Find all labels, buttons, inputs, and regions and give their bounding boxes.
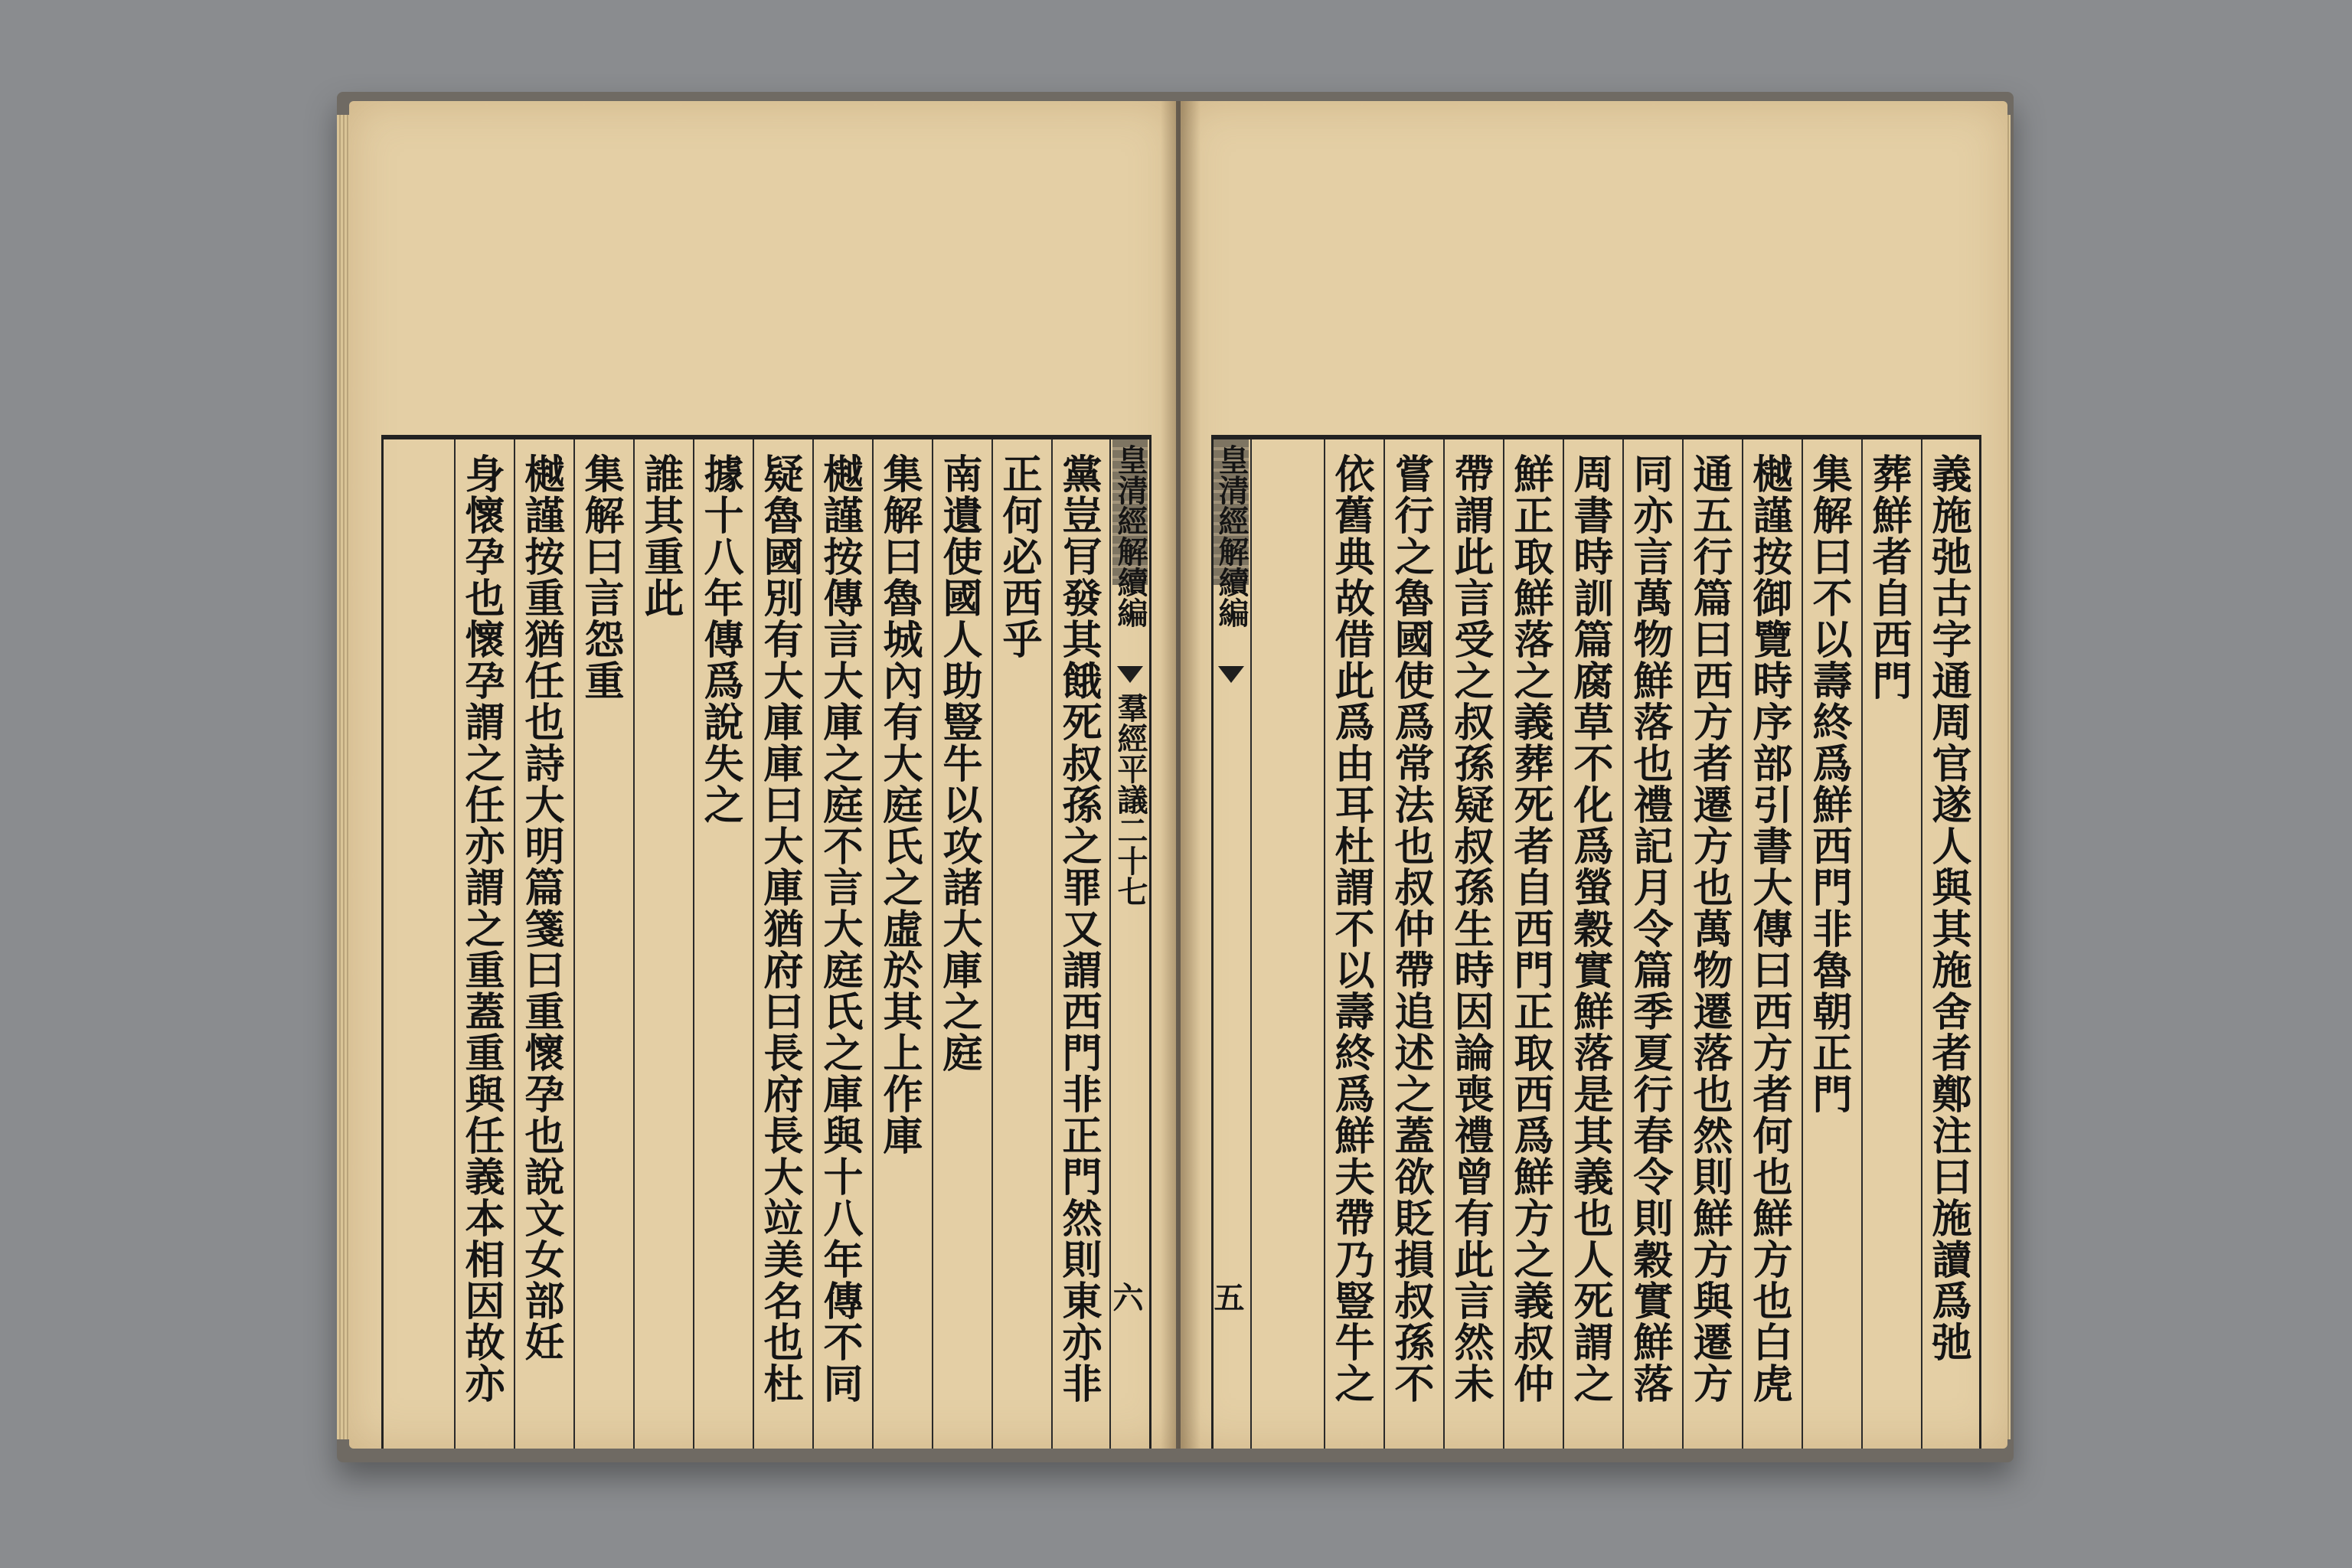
left-page-text-frame (381, 435, 1152, 1449)
fish-tail-mark (1218, 666, 1244, 683)
text-column-7: 周書時訓篇腐草不化爲螢穀實鮮落是其義也人死謂之 (1566, 453, 1613, 1404)
text-column-3: 集解曰不以壽終爲鮮西門非魯朝正門 (1805, 453, 1852, 1115)
text-column-10: 樾謹按重猶任也詩大明篇箋曰重懷孕也說文女部妊 (518, 453, 564, 1363)
right-page-text-frame (1211, 435, 1981, 1449)
text-column-9: 集解曰言怨重 (577, 453, 624, 701)
left-page (349, 101, 1176, 1449)
text-column-8: 誰其重此 (637, 453, 684, 619)
folio-number: 五 (1209, 1282, 1245, 1312)
text-column-10: 嘗行之魯國使爲常法也叔仲帶追述之蓋欲貶損叔孫不 (1387, 453, 1434, 1404)
fish-tail-mark (1117, 666, 1143, 683)
section-title: 羣經平議二十七 (1112, 692, 1148, 906)
right-page (1181, 101, 2007, 1449)
text-column-2: 葬鮮者自西門 (1865, 453, 1912, 701)
text-column-11: 身懷孕也懷孕謂之任亦謂之重蓋重與任義本相因故亦 (458, 453, 505, 1404)
text-column-1: 黨豈肎發其餓死叔孫之罪又謂西門非正門然則東亦非 (1055, 453, 1102, 1404)
text-column-3: 南遺使國人助豎牛以攻諸大庫之庭 (936, 453, 982, 1073)
text-column-2: 正何必西乎 (995, 453, 1042, 660)
book-title: 皇清經解續編 (1112, 444, 1148, 628)
right-page-center-column (1209, 439, 1250, 1449)
text-column-4: 樾謹按御覽時序部引書大傳曰西方者何也鮮方也白虎 (1746, 453, 1792, 1404)
text-column-8: 鮮正取鮮落之義葬死者自西門正取西爲鮮方之義叔仲 (1507, 453, 1553, 1404)
left-page-center-column (1108, 439, 1148, 1449)
text-column-11: 依舊典故借此爲由耳杜謂不以壽終爲鮮夫帶乃豎牛之 (1328, 453, 1374, 1404)
book-title: 皇清經解續編 (1214, 444, 1250, 628)
text-column-6: 同亦言萬物鮮落也禮記月令篇季夏行春令則穀實鮮落 (1626, 453, 1673, 1404)
text-column-9: 帶謂此言受之叔孫疑叔孫生時因論喪禮曾有此言然未 (1447, 453, 1494, 1404)
text-column-5: 通五行篇曰西方者遷方也萬物遷落也然則鮮方與遷方 (1686, 453, 1733, 1404)
text-column-4: 集解曰魯城內有大庭氏之虛於其上作庫 (876, 453, 923, 1156)
text-column-6: 疑魯國別有大庫庫曰大庫猶府曰長府長大竝美名也杜 (756, 453, 803, 1404)
text-column-7: 據十八年傳爲說失之 (697, 453, 743, 825)
text-column-1: 義施弛古字通周官遂人與其施舍者鄭注曰施讀爲弛 (1925, 453, 1971, 1363)
folio-number: 六 (1108, 1282, 1144, 1312)
text-column-5: 樾謹按傳言大庫之庭不言大庭氏之庫與十八年傳不同 (816, 453, 863, 1404)
book-gutter (1161, 101, 1200, 1449)
